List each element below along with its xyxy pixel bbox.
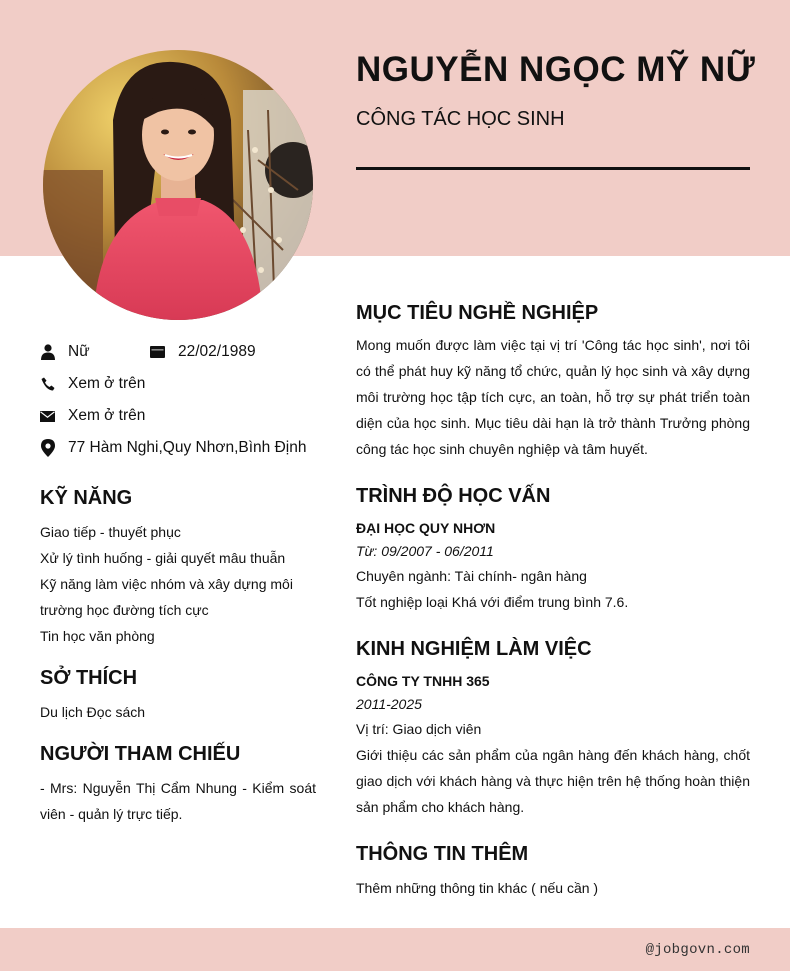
mail-icon — [40, 408, 55, 424]
profile-photo — [43, 50, 313, 320]
additional-text: Thêm những thông tin khác ( nếu cần ) — [356, 880, 599, 896]
location-pin-icon — [40, 440, 55, 456]
experience-company: CÔNG TY TNHH 365 — [356, 673, 490, 689]
gender-value: Nữ — [68, 343, 90, 360]
experience-position: Vị trí: Giao dịch viên — [356, 721, 482, 737]
experience-period: 2011-2025 — [356, 696, 422, 712]
references-text: - Mrs: Nguyễn Thị Cẩm Nhung - Kiểm soát viên - quản lý trực tiếp. — [40, 780, 316, 822]
person-icon — [40, 344, 55, 360]
phone-value: Xem ở trên — [68, 375, 146, 392]
additional-title: THÔNG TIN THÊM — [356, 843, 529, 865]
experience-title: KINH NGHIỆM LÀM VIỆC — [356, 638, 592, 660]
experience-description: Giới thiệu các sản phẩm của ngân hàng đến khách hàng, chốt giao dịch với khách hàng và thực hiện trên hệ thống hoàn thiện sản phẩm cho khách hàng. — [356, 747, 750, 815]
education-major: Chuyên ngành: Tài chính- ngân hàng — [356, 568, 587, 584]
skill-item: Kỹ năng làm việc nhóm và xây dựng môi trường học đường tích cực — [40, 576, 293, 618]
skill-item: Giao tiếp - thuyết phục — [40, 524, 181, 540]
skills-title: KỸ NĂNG — [40, 487, 133, 509]
contact-address — [40, 439, 306, 457]
objective-title: MỤC TIÊU NGHỀ NGHIỆP — [356, 302, 599, 324]
hobbies-title: SỞ THÍCH — [40, 667, 138, 689]
calendar-icon — [150, 344, 165, 360]
skill-item: Tin học văn phòng — [40, 628, 155, 644]
candidate-name: NGUYỄN NGỌC MỸ NỮ — [356, 50, 756, 89]
education-result: Tốt nghiệp loại Khá với điểm trung bình 7.6. — [356, 594, 629, 610]
contact-gender — [40, 343, 90, 361]
skills-list — [40, 519, 316, 649]
contact-birthday — [150, 343, 256, 361]
hobbies-text: Du lịch Đọc sách — [40, 704, 146, 720]
site-watermark[interactable]: @jobgovn.com — [645, 942, 750, 958]
address-value: 77 Hàm Nghi,Quy Nhơn,Bình Định — [68, 439, 307, 456]
education-school: ĐẠI HỌC QUY NHƠN — [356, 520, 496, 536]
references-title: NGƯỜI THAM CHIẾU — [40, 743, 241, 765]
education-title: TRÌNH ĐỘ HỌC VẤN — [356, 485, 551, 507]
contact-email — [40, 407, 145, 425]
candidate-role: CÔNG TÁC HỌC SINH — [356, 108, 565, 130]
contact-phone — [40, 375, 145, 393]
birthday-value: 22/02/1989 — [178, 343, 256, 360]
phone-icon — [40, 376, 55, 392]
email-value: Xem ở trên — [68, 407, 146, 424]
header-divider — [356, 167, 750, 170]
portrait-image — [43, 50, 313, 320]
skill-item: Xử lý tình huống - giải quyết mâu thuẫn — [40, 550, 286, 566]
objective-text: Mong muốn được làm việc tại vị trí 'Công tác học sinh', nơi tôi có thể phát huy kỹ năng tổ chức, quản lý học sinh và xây dựng môi trường học tập tích cực, an toàn, hỗ trợ sự phát triển toàn diện của học sinh. Mục tiêu dài hạn là trở thành Trưởng phòng công tác học sinh chuyên nghiệp và tâm huyết. — [356, 337, 750, 457]
education-period: Từ: 09/2007 - 06/2011 — [356, 543, 494, 559]
